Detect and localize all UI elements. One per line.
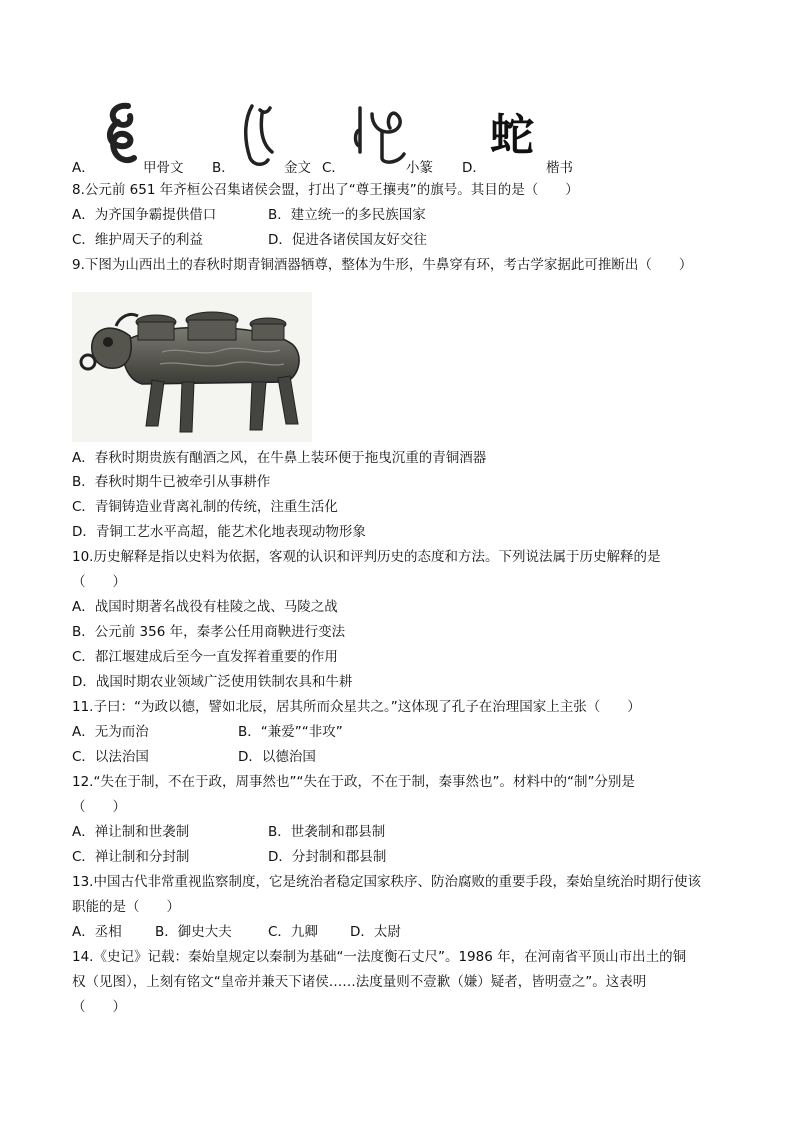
q9-option-c[interactable]: C．青铜铸造业背离礼制的传统，注重生活化 (72, 499, 338, 515)
q12-option-d[interactable]: D．分封制和郡县制 (268, 849, 387, 865)
bronze-ox-vessel-image (72, 292, 312, 442)
q10-option-b[interactable]: B．公元前 356 年，秦孝公任用商鞅进行变法 (72, 624, 346, 640)
q9-option-d[interactable]: D．青铜工艺水平高超，能艺术化地表现动物形象 (72, 524, 366, 540)
q7-option-a-label: 甲骨文 (143, 160, 184, 176)
q8-option-b[interactable]: B．建立统一的多民族国家 (268, 207, 426, 223)
q11-option-c[interactable]: C．以法治国 (72, 749, 149, 765)
q7-option-d-label: 楷书 (546, 160, 573, 176)
q7-option-c-label: 小篆 (406, 160, 433, 176)
q11-option-d[interactable]: D．以德治国 (238, 749, 316, 765)
q11-option-a[interactable]: A．无为而治 (72, 724, 149, 740)
q9-option-a[interactable]: A．春秋时期贵族有酗酒之风，在牛鼻上装环便于拖曳沉重的青铜酒器 (72, 450, 487, 466)
q7-option-c-letter[interactable]: C． (322, 160, 345, 176)
q10-answer-blank: （ ） (72, 574, 126, 590)
q10-option-a[interactable]: A．战国时期著名战役有桂陵之战、马陵之战 (72, 599, 338, 615)
oracle-bone-glyph-image (98, 100, 144, 170)
q14-stem: 14.《史记》记载：秦始皇规定以秦制为基础“一法度衡石丈尺”。1986 年，在河南省平顶山市出土的铜 (72, 949, 687, 965)
q10-option-d[interactable]: D．战国时期农业领域广泛使用铁制农具和牛耕 (72, 674, 353, 690)
q8-stem: 8.公元前 651 年齐桓公召集诸侯会盟，打出了“尊王攘夷”的旗号。其目的是（ ） (72, 182, 579, 198)
q8-option-a[interactable]: A．为齐国争霸提供借口 (72, 207, 217, 223)
q10-stem: 10.历史解释是指以史料为依据，客观的认识和评判历史的态度和方法。下列说法属于历史解释的是 (72, 549, 661, 565)
q14-stem-continued: 权（见图），上刻有铭文“皇帝并兼天下诸侯……法度量则不壹歉（嫌）疑者，皆明壹之”。这表明 (72, 974, 647, 990)
small-seal-glyph-image (350, 102, 412, 168)
q7-option-a-letter[interactable]: A． (72, 160, 95, 176)
q12-answer-blank: （ ） (72, 799, 126, 815)
q11-stem: 11.子曰：“为政以德，譬如北辰，居其所而众星共之。”这体现了孔子在治理国家上主张（ ） (72, 699, 641, 715)
q9-option-b[interactable]: B．春秋时期牛已被牵引从事耕作 (72, 474, 271, 490)
q14-answer-blank: （ ） (72, 999, 126, 1015)
q10-option-c[interactable]: C．都江堰建成后至今一直发挥着重要的作用 (72, 649, 338, 665)
q7-option-d-letter[interactable]: D． (462, 160, 486, 176)
q7-option-b-label: 金文 (284, 160, 311, 176)
q12-option-a[interactable]: A．禅让制和世袭制 (72, 824, 190, 840)
q13-option-c[interactable]: C．九卿 (268, 924, 318, 940)
q9-stem: 9.下图为山西出土的春秋时期青铜酒器牺尊，整体为牛形，牛鼻穿有环，考古学家据此可推断出（ ） (72, 257, 693, 273)
q13-option-a[interactable]: A．丞相 (72, 924, 122, 940)
q13-stem: 13.中国古代非常重视监察制度，它是统治者稳定国家秩序、防治腐败的重要手段，秦始皇统治时期行使该 (72, 874, 701, 890)
q13-option-d[interactable]: D．太尉 (350, 924, 401, 940)
q13-stem-continued: 职能的是（ ） (72, 899, 180, 915)
q11-option-b[interactable]: B．“兼爱”“非攻” (238, 724, 343, 740)
q13-option-b[interactable]: B．御史大夫 (155, 924, 232, 940)
bronze-inscription-glyph-image (238, 100, 284, 172)
q12-option-c[interactable]: C．禅让制和分封制 (72, 849, 190, 865)
q12-option-b[interactable]: B．世袭制和郡县制 (268, 824, 386, 840)
q12-stem: 12.“失在于制，不在于政，周事然也”“失在于政，不在于制，秦事然也”。材料中的“制”分别是 (72, 774, 635, 790)
q7-option-b-letter[interactable]: B． (212, 160, 235, 176)
q8-option-d[interactable]: D．促进各诸侯国友好交往 (268, 232, 427, 248)
regular-script-glyph: 蛇 (490, 110, 534, 161)
q8-option-c[interactable]: C．维护周天子的利益 (72, 232, 203, 248)
